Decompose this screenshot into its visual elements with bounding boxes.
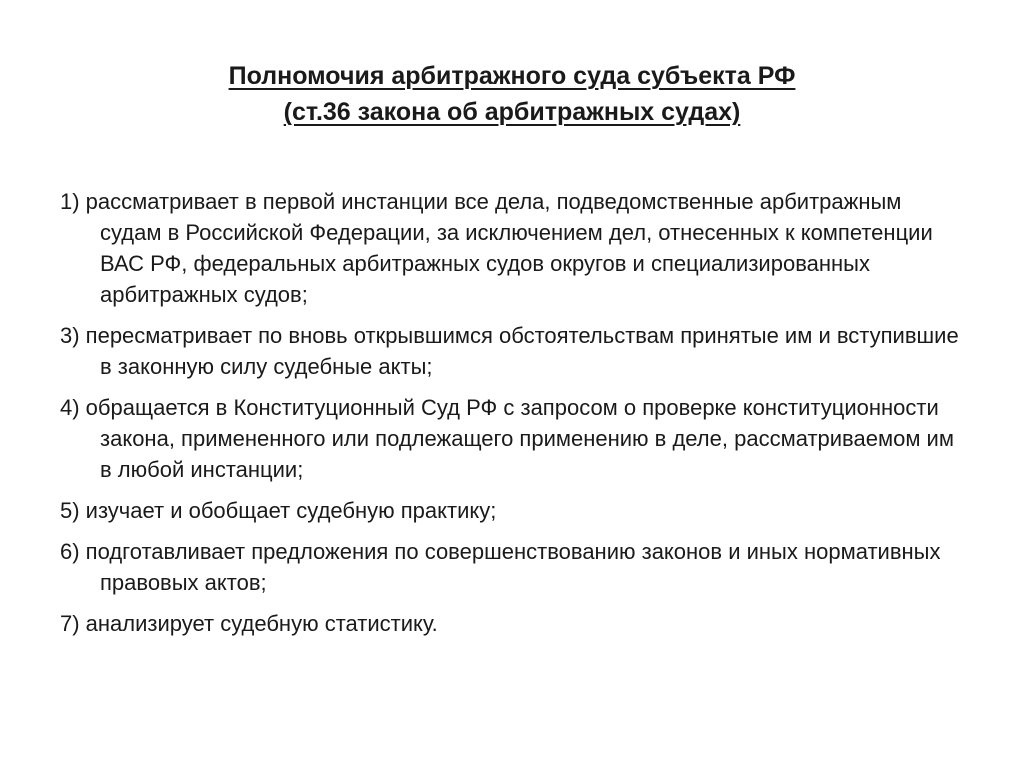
list-item-7: 7) анализирует судебную статистику. (60, 611, 438, 636)
title-line-2: (ст.36 закона об арбитражных судах) (283, 98, 741, 126)
list-item-3: 3) пересматривает по вновь открывшимся обстоятельствам принятые им и вступившие в законную силу судебные акты; (60, 323, 959, 379)
list-item-6: 6) подготавливает предложения по совершенствованию законов и иных нормативных правовых актов; (60, 539, 941, 595)
list-item-1: 1) рассматривает в первой инстанции все дела, подведомственные арбитражным судам в Российской Федерации, за исключением дел, отнесенных к компетенции ВАС РФ, федеральных арбитражных судов округов и специализированных арбитражных судов; (60, 189, 933, 307)
powers-list (60, 186, 960, 649)
list-item-4: 4) обращается в Конституционный Суд РФ с запросом о проверке конституционности закона, примененного или подлежащего применению в деле, рассматриваемом им в любой инстанции; (60, 395, 954, 482)
list-item-5: 5) изучает и обобщает судебную практику; (60, 498, 497, 523)
title-line-1: Полномочия арбитражного суда субъекта РФ (228, 62, 796, 90)
slide-title (0, 58, 1024, 130)
